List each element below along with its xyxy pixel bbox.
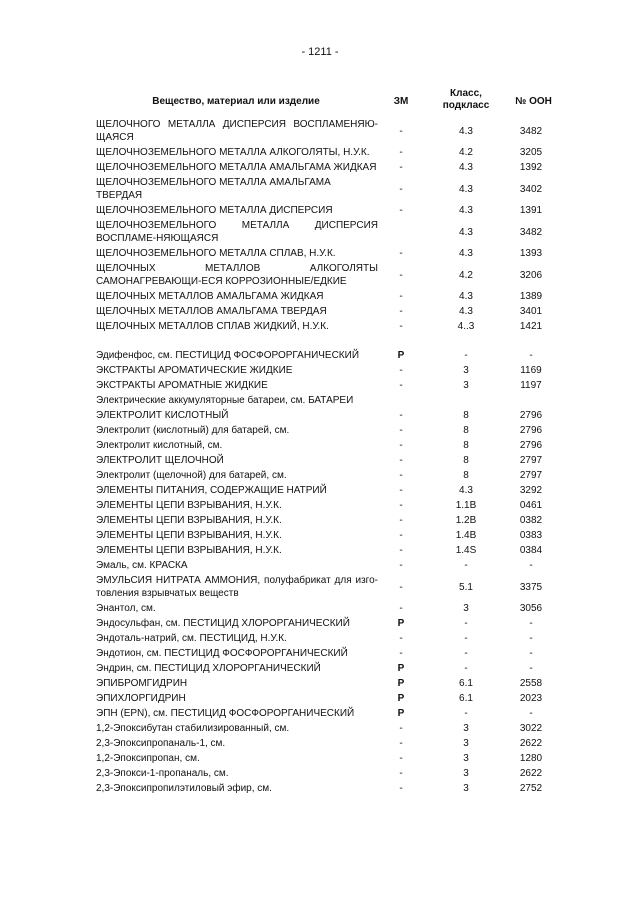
row-name: Электролит (щелочной) для батарей, см. (96, 470, 287, 481)
row-class: 4.3 (459, 306, 473, 317)
row-class: - (464, 648, 468, 659)
row-name: Энантол, см. (96, 603, 156, 614)
row-name: Электрические аккумуляторные батареи, см. БАТАРЕИ (96, 395, 354, 406)
row-class: 5.1 (459, 581, 473, 593)
row-un-number: 2796 (519, 440, 543, 451)
row-name: ЭПИХЛОРГИДРИН (96, 693, 186, 704)
row-name: ЩЕЛОЧНОЗЕМЕЛЬНОГО МЕТАЛЛА АЛКОГОЛЯТЫ, Н.У.К. (96, 147, 370, 158)
row-zm: - (399, 425, 403, 436)
row-class: 3 (463, 783, 469, 794)
row-un-number: 0382 (519, 515, 543, 526)
table-row (96, 378, 576, 393)
row-name: Эндоталь-натрий, см. ПЕСТИЦИД, Н.У.К. (96, 633, 287, 644)
row-name: ЭМУЛЬСИЯ НИТРАТА АММОНИЯ, полуфабрикат для изго-товления взрывчатых веществ (96, 575, 378, 599)
row-class: 1.1B (455, 500, 477, 511)
row-un-number: 3292 (519, 485, 543, 496)
row-name: ЩЕЛОЧНОЗЕМЕЛЬНОГО МЕТАЛЛА ДИСПЕРСИЯ (96, 205, 333, 216)
row-zm: - (399, 269, 403, 281)
row-class: 3 (463, 723, 469, 734)
table-row (96, 218, 576, 246)
row-class: - (464, 708, 468, 719)
row-name: ЩЕЛОЧНЫХ МЕТАЛЛОВ СПЛАВ ЖИДКИЙ, Н.У.К. (96, 321, 329, 332)
table-row (96, 558, 576, 573)
table-row (96, 145, 576, 160)
row-name: ЭЛЕМЕНТЫ ПИТАНИЯ, СОДЕРЖАЩИЕ НАТРИЙ (96, 485, 327, 496)
row-class: 4.3 (459, 205, 473, 216)
table-row (96, 246, 576, 261)
row-name: 2,3-Эпокси-1-пропаналь, см. (96, 768, 229, 779)
row-un-number: 3482 (519, 125, 543, 137)
row-class: 3 (463, 380, 469, 391)
row-un-number: - (529, 618, 533, 629)
row-name: ЭЛЕМЕНТЫ ЦЕПИ ВЗРЫВАНИЯ, Н.У.К. (96, 545, 282, 556)
row-un-number: - (529, 663, 533, 674)
row-un-number: 3022 (519, 723, 543, 734)
row-un-number: - (529, 633, 533, 644)
row-un-number: 3402 (519, 183, 543, 195)
row-class: 4.2 (459, 269, 473, 281)
row-name: ЩЕЛОЧНОЗЕМЕЛЬНОГО МЕТАЛЛА АМАЛЬГАМА ТВЕРДАЯ (96, 177, 331, 201)
row-zm: - (399, 753, 403, 764)
row-zm: - (399, 162, 403, 173)
row-zm: - (399, 633, 403, 644)
table-row (96, 528, 576, 543)
row-name: Эдифенфос, см. ПЕСТИЦИД ФОСФОРОРГАНИЧЕСКИЙ (96, 350, 360, 361)
row-un-number: 3056 (519, 603, 543, 614)
table-row (96, 363, 576, 378)
row-class: 4.3 (459, 248, 473, 259)
row-class: 6.1 (459, 693, 473, 704)
row-class: 8 (463, 440, 469, 451)
row-un-number: 3205 (519, 147, 543, 158)
row-class: 4.3 (459, 226, 473, 238)
row-class: 8 (463, 455, 469, 466)
row-un-number: 1169 (520, 365, 542, 376)
row-name: 2,3-Эпоксипропилэтиловый эфир, см. (96, 783, 272, 794)
row-un-number: 3482 (519, 226, 543, 238)
table-header (96, 88, 576, 116)
row-un-number: 1391 (519, 205, 543, 216)
row-zm: - (399, 365, 403, 376)
row-zm: - (399, 248, 403, 259)
table-row (96, 498, 576, 513)
table-row (96, 160, 576, 175)
row-zm: - (399, 500, 403, 511)
row-un-number: 1389 (519, 291, 543, 302)
row-class: 6.1 (459, 678, 473, 689)
table-row (96, 468, 576, 483)
row-name: ЭКСТРАКТЫ АРОМАТНЫЕ ЖИДКИЕ (96, 380, 268, 391)
row-class: 4.3 (459, 162, 473, 173)
row-name: Эндосульфан, см. ПЕСТИЦИД ХЛОРОРГАНИЧЕСКИЙ (96, 618, 350, 629)
row-name: ЭЛЕМЕНТЫ ЦЕПИ ВЗРЫВАНИЯ, Н.У.К. (96, 515, 282, 526)
row-class: 3 (463, 753, 469, 764)
row-class: - (464, 560, 468, 571)
row-name: ЭПН (EPN), см. ПЕСТИЦИД ФОСФОРОРГАНИЧЕСКИЙ (96, 708, 355, 719)
row-class: 3 (463, 768, 469, 779)
row-name: ЩЕЛОЧНОЗЕМЕЛЬНОГО МЕТАЛЛА ДИСПЕРСИЯ ВОСПЛАМЕ-НЯЮЩАЯСЯ (96, 220, 378, 244)
row-class: 4.2 (459, 147, 473, 158)
table-row (96, 304, 576, 319)
row-class: - (464, 663, 468, 674)
table-row (96, 408, 576, 423)
row-name: ЩЕЛОЧНЫХ МЕТАЛЛОВ АМАЛЬГАМА ЖИДКАЯ (96, 291, 324, 302)
row-zm: - (399, 648, 403, 659)
row-un-number: 1421 (519, 321, 543, 332)
row-un-number: - (529, 560, 533, 571)
row-class: - (464, 350, 468, 361)
row-name: 2,3-Эпоксипропаналь-1, см. (96, 738, 226, 749)
row-zm: Р (397, 618, 405, 629)
row-class: - (464, 618, 468, 629)
row-zm: - (399, 455, 403, 466)
row-zm: - (399, 183, 403, 195)
row-un-number: 3375 (519, 581, 543, 593)
table-row (96, 631, 576, 646)
row-un-number: 0384 (519, 545, 543, 556)
table-row (96, 261, 576, 289)
row-zm: - (399, 738, 403, 749)
header-un: № ООН (515, 96, 552, 107)
table-row (96, 438, 576, 453)
row-zm: Р (397, 693, 405, 704)
row-un-number: 1280 (519, 753, 543, 764)
table-row (96, 543, 576, 558)
row-un-number: 3401 (519, 306, 543, 317)
row-name: Электролит (кислотный) для батарей, см. (96, 425, 290, 436)
row-zm: - (399, 205, 403, 216)
row-zm: Р (397, 663, 405, 674)
table-row (96, 766, 576, 781)
row-name: ЩЕЛОЧНОГО МЕТАЛЛА ДИСПЕРСИЯ ВОСПЛАМЕНЯЮ-ЩАЯСЯ (96, 119, 378, 143)
row-name: Эмаль, см. КРАСКА (96, 560, 188, 571)
row-name: ЭКСТРАКТЫ АРОМАТИЧЕСКИЕ ЖИДКИЕ (96, 365, 293, 376)
row-un-number: 3206 (519, 269, 543, 281)
table-row (96, 483, 576, 498)
row-zm: - (399, 410, 403, 421)
row-class: 4.3 (459, 291, 473, 302)
row-zm: - (399, 560, 403, 571)
table-row (96, 319, 576, 334)
row-un-number: 2622 (519, 768, 543, 779)
row-zm: - (399, 306, 403, 317)
row-name: ЩЕЛОЧНОЗЕМЕЛЬНОГО МЕТАЛЛА АМАЛЬГАМА ЖИДКАЯ (96, 162, 377, 173)
table-row (96, 781, 576, 796)
row-zm: - (399, 581, 403, 593)
row-zm (388, 218, 414, 246)
table-row (96, 646, 576, 661)
row-name: Электролит кислотный, см. (96, 440, 223, 451)
row-name: ЩЕЛОЧНОЗЕМЕЛЬНОГО МЕТАЛЛА СПЛАВ, Н.У.К. (96, 248, 336, 259)
table-row (96, 348, 576, 363)
row-class: 1.2B (455, 515, 477, 526)
row-un-number (501, 393, 561, 408)
header-zm: ЗМ (393, 96, 409, 107)
row-class: 8 (463, 425, 469, 436)
row-zm: - (399, 545, 403, 556)
row-un-number: 2796 (519, 425, 543, 436)
row-zm: - (399, 440, 403, 451)
row-un-number: 2752 (519, 783, 543, 794)
row-class: 3 (463, 738, 469, 749)
table-row (96, 513, 576, 528)
table-row (96, 289, 576, 304)
table-row (96, 661, 576, 676)
row-zm: - (399, 530, 403, 541)
row-name: Эндотион, см. ПЕСТИЦИД ФОСФОРОРГАНИЧЕСКИЙ (96, 648, 348, 659)
header-class-line1: Класс, (450, 88, 482, 99)
row-un-number: 1393 (519, 248, 543, 259)
row-zm: Р (397, 678, 405, 689)
row-name: ЭЛЕКТРОЛИТ ЩЕЛОЧНОЙ (96, 455, 224, 466)
row-class (436, 393, 496, 408)
header-class-line2: подкласс (442, 100, 490, 111)
table-row (96, 721, 576, 736)
row-un-number: 2796 (519, 410, 543, 421)
row-zm: - (399, 147, 403, 158)
row-un-number: 0461 (519, 500, 543, 511)
row-un-number: 2558 (519, 678, 543, 689)
table-row (96, 691, 576, 706)
row-un-number: 2023 (519, 693, 543, 704)
row-class: - (464, 633, 468, 644)
table-row (96, 453, 576, 468)
table-row (96, 601, 576, 616)
page-number: - 1211 - (301, 46, 339, 58)
row-zm: - (399, 783, 403, 794)
row-un-number: 2797 (519, 455, 543, 466)
header-name: Вещество, материал или изделие (152, 96, 320, 107)
row-class: 3 (463, 365, 469, 376)
table-row (96, 423, 576, 438)
row-name: ЭЛЕКТРОЛИТ КИСЛОТНЫЙ (96, 410, 229, 421)
substances-table (96, 117, 576, 796)
row-un-number: 1392 (519, 162, 543, 173)
header-class (436, 88, 496, 112)
row-name: ЩЕЛОЧНЫХ МЕТАЛЛОВ АМАЛЬГАМА ТВЕРДАЯ (96, 306, 327, 317)
row-class: 4.3 (459, 125, 473, 137)
row-zm: - (399, 380, 403, 391)
row-name: Эндрин, см. ПЕСТИЦИД ХЛОРОРГАНИЧЕСКИЙ (96, 663, 321, 674)
row-un-number: 2622 (519, 738, 543, 749)
row-class: 4..3 (457, 321, 475, 332)
table-row (96, 117, 576, 145)
row-un-number: - (529, 708, 533, 719)
table-row (96, 736, 576, 751)
row-un-number: - (529, 350, 533, 361)
row-zm: - (399, 485, 403, 496)
row-name: ЭЛЕМЕНТЫ ЦЕПИ ВЗРЫВАНИЯ, Н.У.К. (96, 500, 282, 511)
table-row (96, 616, 576, 631)
row-un-number: - (529, 648, 533, 659)
row-un-number: 0383 (519, 530, 543, 541)
row-name: 1,2-Эпоксибутан стабилизированный, см. (96, 723, 290, 734)
row-zm (388, 393, 414, 408)
table-row (96, 706, 576, 721)
row-zm: - (399, 723, 403, 734)
row-class: 3 (463, 603, 469, 614)
row-class: 8 (463, 410, 469, 421)
row-class: 4.3 (459, 485, 473, 496)
row-un-number: 2797 (519, 470, 543, 481)
table-row (96, 203, 576, 218)
row-class: 8 (463, 470, 469, 481)
row-zm: - (399, 291, 403, 302)
table-row (96, 751, 576, 766)
row-zm: - (399, 470, 403, 481)
table-row (96, 393, 576, 408)
row-name: ЭПИБРОМГИДРИН (96, 678, 188, 689)
group-spacer (96, 334, 576, 348)
row-class: 4.3 (459, 183, 473, 195)
row-name: ЭЛЕМЕНТЫ ЦЕПИ ВЗРЫВАНИЯ, Н.У.К. (96, 530, 282, 541)
row-zm: - (399, 515, 403, 526)
row-un-number: 1197 (520, 380, 542, 391)
row-zm: - (399, 321, 403, 332)
row-name: 1,2-Эпоксипропан, см. (96, 753, 200, 764)
row-name: ЩЕЛОЧНЫХ МЕТАЛЛОВ АЛКОГОЛЯТЫ САМОНАГРЕВАЮЩИ-ЕСЯ КОРРОЗИОННЫЕ/ЕДКИЕ (96, 263, 378, 287)
table-row (96, 676, 576, 691)
table-row (96, 175, 576, 203)
row-zm: Р (397, 708, 405, 719)
row-zm: - (399, 603, 403, 614)
row-zm: Р (397, 350, 405, 361)
row-zm: - (399, 768, 403, 779)
table-row (96, 573, 576, 601)
row-class: 1.4S (455, 545, 477, 556)
row-zm: - (399, 125, 403, 137)
row-class: 1.4B (455, 530, 477, 541)
